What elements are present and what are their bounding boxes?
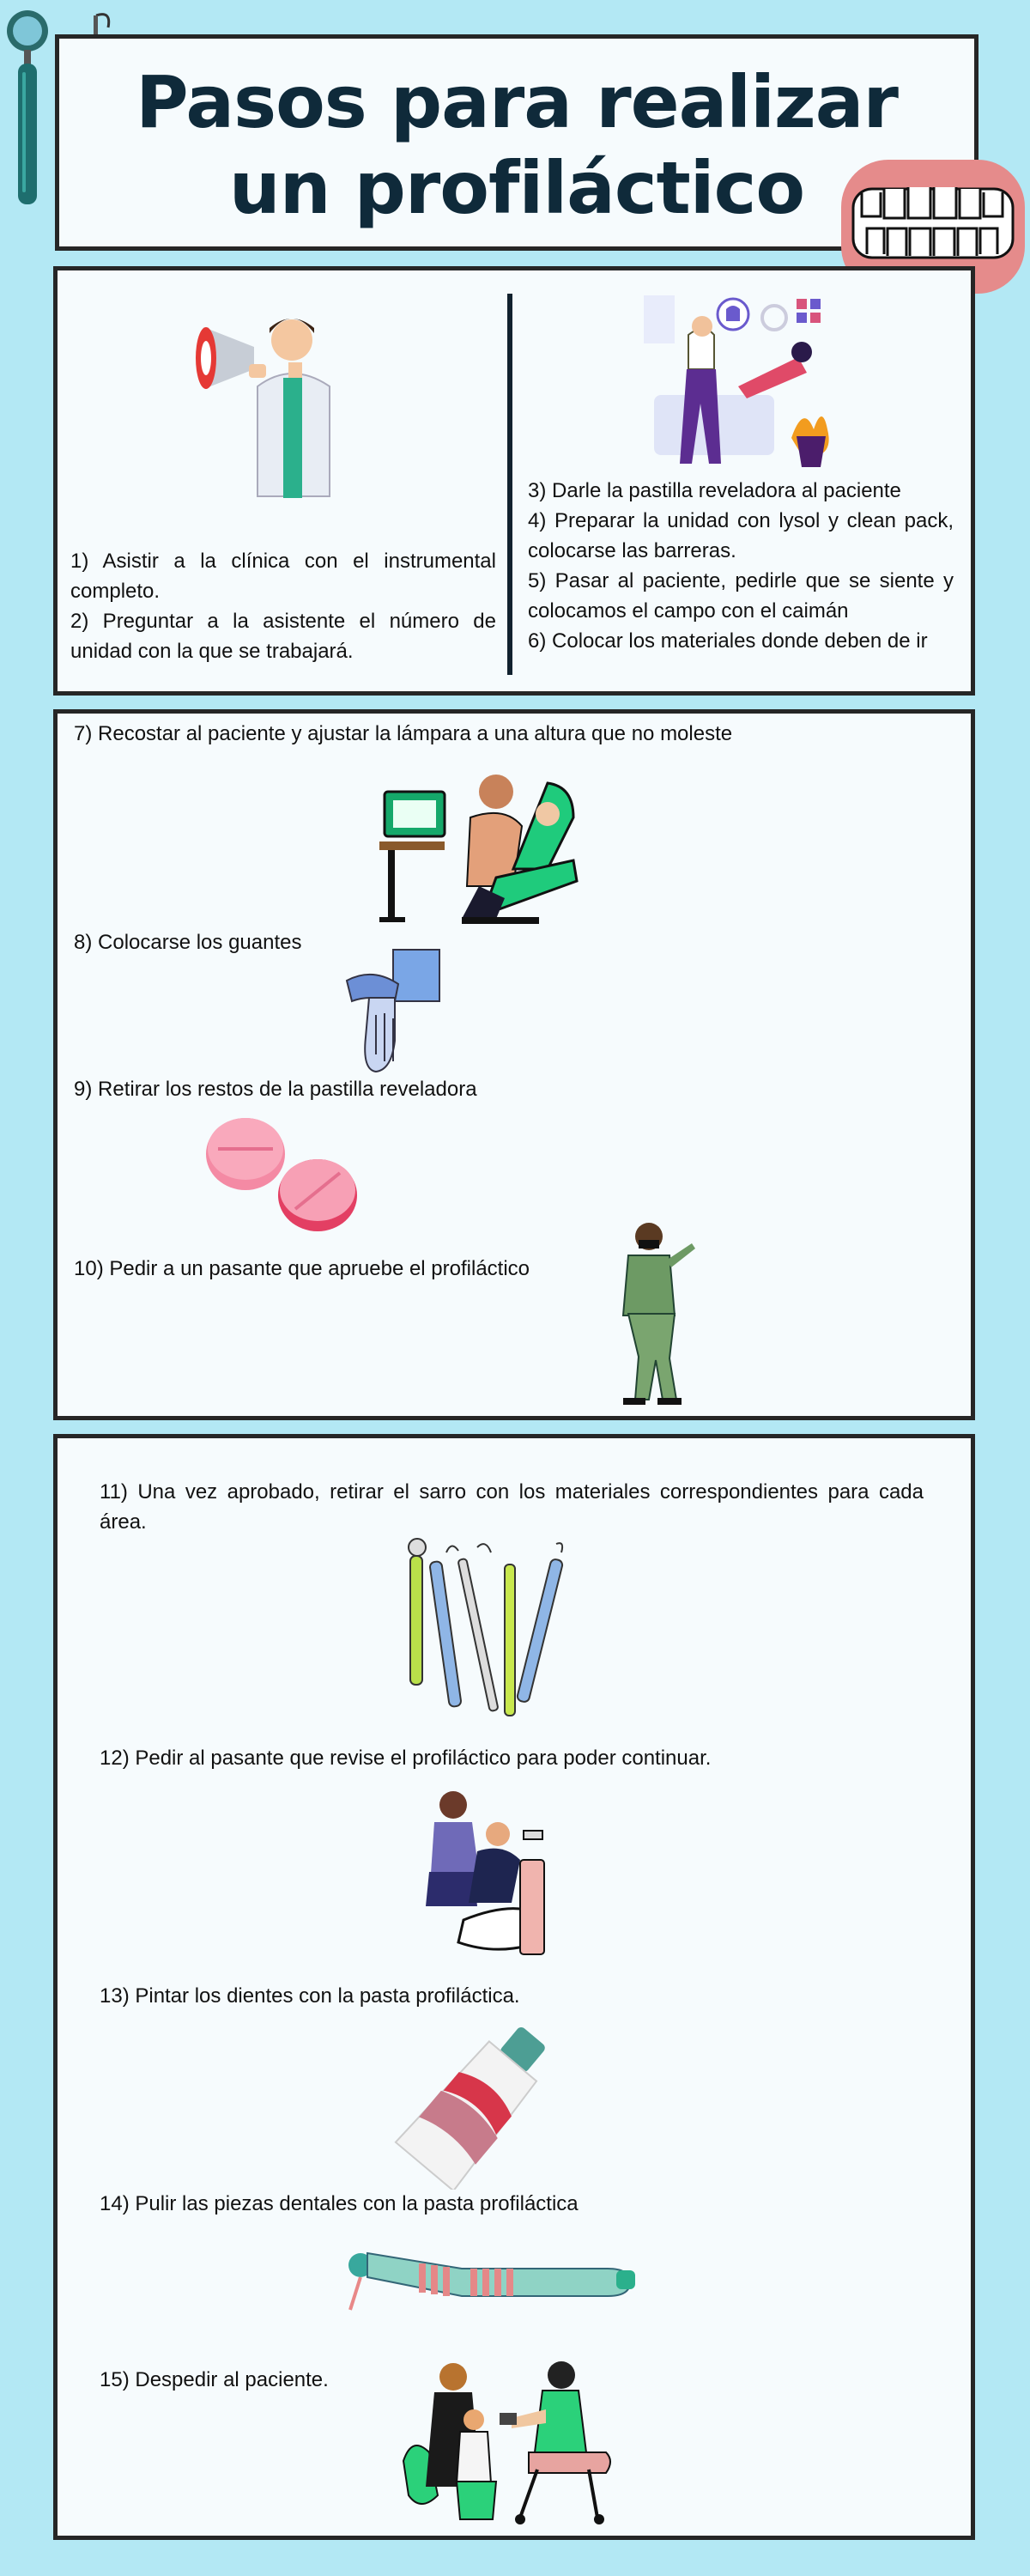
dental-chair-patient-illustration xyxy=(376,766,587,929)
title-line-2: un profiláctico xyxy=(228,146,805,230)
step-10: 10) Pedir a un pasante que apruebe el profiláctico xyxy=(74,1257,530,1280)
step-7: 7) Recostar al paciente y ajustar la lámpara a una altura que no moleste xyxy=(74,722,733,745)
dentist-standing-illustration xyxy=(606,1218,699,1408)
step-4: 4) Preparar la unidad con lysol y clean pack, colocarse las barreras. xyxy=(528,509,954,562)
dental-handpiece-illustration xyxy=(342,2236,639,2318)
step-11: 11) Una vez aprobado, retirar el sarro con los materiales correspondientes para cada área. xyxy=(100,1480,924,1534)
column-divider xyxy=(507,294,512,675)
toothpaste-tube-illustration xyxy=(391,2021,558,2190)
step-14: 14) Pulir las piezas dentales con la pasta profiláctica xyxy=(100,2192,579,2215)
step-6: 6) Colocar los materiales donde deben de ir xyxy=(528,629,928,653)
step-5: 5) Pasar al paciente, pedirle que se siente y colocamos el campo con el caimán xyxy=(528,569,954,623)
step-8: 8) Colocarse los guantes xyxy=(74,931,302,954)
pills-illustration xyxy=(203,1113,362,1235)
gloves-illustration xyxy=(342,946,445,1075)
step-15: 15) Despedir al paciente. xyxy=(100,2368,329,2391)
step-3: 3) Darle la pastilla reveladora al paciente xyxy=(528,479,901,502)
dental-instruments-illustration xyxy=(397,1535,596,1726)
step-12: 12) Pedir al pasante que revise el profiláctico para poder continuar. xyxy=(100,1747,712,1770)
doctor-megaphone-illustration xyxy=(172,309,360,498)
step-2: 2) Preguntar a la asistente el número de unidad con la que se trabajará. xyxy=(70,610,496,663)
dental-mirror-icon xyxy=(3,5,52,208)
step-13: 13) Pintar los dientes con la pasta profiláctica. xyxy=(100,1984,520,2008)
dental-office-illustration xyxy=(637,292,845,469)
patient-farewell-illustration xyxy=(400,2358,616,2526)
dentist-treating-patient-illustration xyxy=(412,1783,558,1963)
title-line-1: Pasos para realizar xyxy=(136,60,898,144)
step-9: 9) Retirar los restos de la pastilla reveladora xyxy=(74,1078,477,1101)
step-1: 1) Asistir a la clínica con el instrumental completo. xyxy=(70,550,496,603)
